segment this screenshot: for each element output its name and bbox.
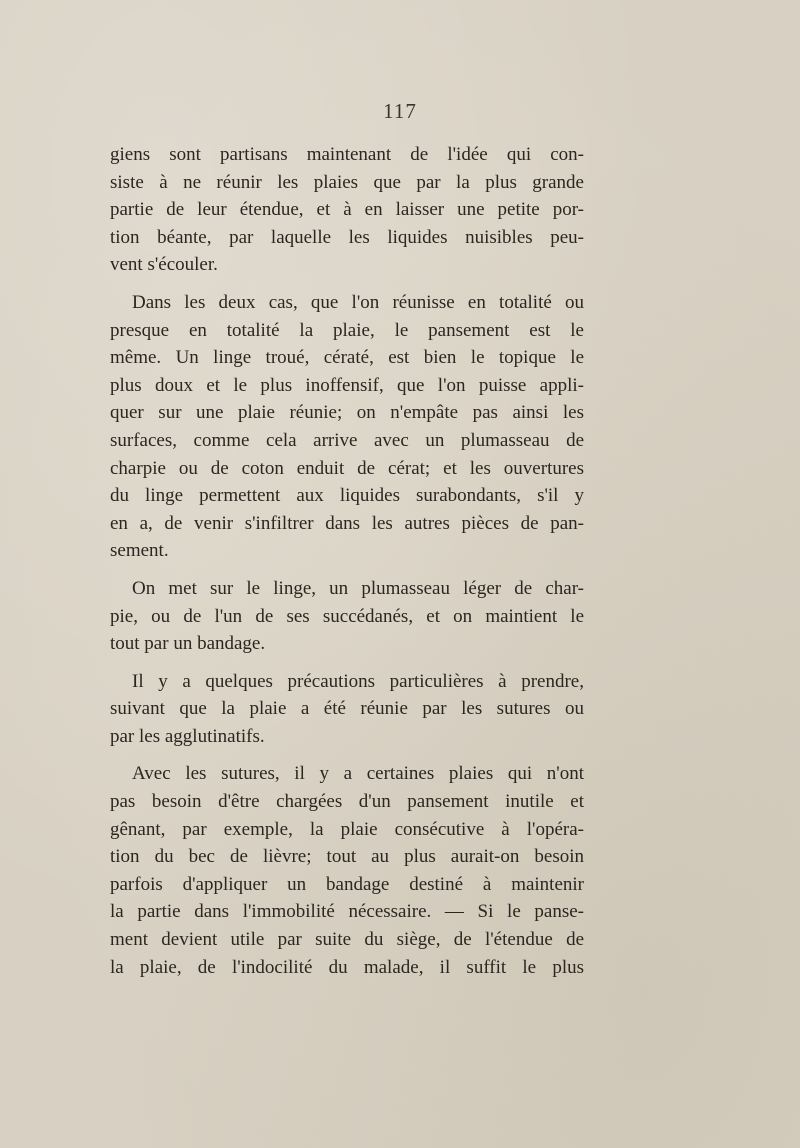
text-line: vent s'écouler. <box>110 254 218 276</box>
text-line: la plaie, de l'indocilité du malade, il suffit le plus <box>110 956 584 978</box>
text-line: sement. <box>110 540 169 562</box>
text-line: même. Un linge troué, cératé, est bien le topique le <box>110 347 584 369</box>
text-line: plus doux et le plus inoffensif, que l'on puisse appli- <box>110 374 584 396</box>
text-line: pas besoin d'être chargées d'un pansement inutile et <box>110 791 584 813</box>
text-line: la partie dans l'immobilité nécessaire. — Si le panse- <box>110 901 584 923</box>
page-number: 117 <box>383 99 417 123</box>
paragraph <box>110 141 584 279</box>
text-line: pie, ou de l'un de ses succédanés, et on maintient le <box>110 605 584 627</box>
text-line: gênant, par exemple, la plaie consécutive à l'opéra- <box>110 818 584 840</box>
paragraph <box>110 575 584 658</box>
page-body-text <box>110 141 584 991</box>
text-line: suivant que la plaie a été réunie par les sutures ou <box>110 698 584 720</box>
text-line: On met sur le linge, un plumasseau léger de char- <box>132 577 584 599</box>
text-line: giens sont partisans maintenant de l'idée qui con- <box>110 144 584 165</box>
paragraph <box>110 760 584 981</box>
text-line: tion béante, par laquelle les liquides nuisibles peu- <box>110 226 584 248</box>
text-line: tout par un bandage. <box>110 633 266 655</box>
text-line: parfois d'appliquer un bandage destiné à maintenir <box>110 873 584 895</box>
text-line: en a, de venir s'infiltrer dans les autres pièces de pan- <box>110 512 584 534</box>
text-line: siste à ne réunir les plaies que par la plus grande <box>110 171 584 193</box>
paragraph <box>110 289 584 565</box>
text-line: du linge permettent aux liquides surabondants, s'il y <box>110 485 584 507</box>
text-line: Avec les sutures, il y a certaines plaies qui n'ont <box>132 763 584 785</box>
text-line: presque en totalité la plaie, le pansement est le <box>110 319 584 341</box>
text-line: Dans les deux cas, que l'on réunisse en totalité ou <box>132 291 584 313</box>
text-line: par les agglutinatifs. <box>110 725 265 747</box>
text-line: ment devient utile par suite du siège, de l'étendue de <box>110 929 584 951</box>
text-line: Il y a quelques précautions particulières à prendre, <box>132 670 584 692</box>
text-line: partie de leur étendue, et à en laisser une petite por- <box>110 199 584 221</box>
text-line: quer sur une plaie réunie; on n'empâte pas ainsi les <box>110 402 584 424</box>
paragraph <box>110 668 584 751</box>
text-line: surfaces, comme cela arrive avec un plumasseau de <box>110 429 584 451</box>
text-line: tion du bec de lièvre; tout au plus aurait-on besoin <box>110 846 584 868</box>
text-line: charpie ou de coton enduit de cérat; et les ouvertures <box>110 457 584 479</box>
